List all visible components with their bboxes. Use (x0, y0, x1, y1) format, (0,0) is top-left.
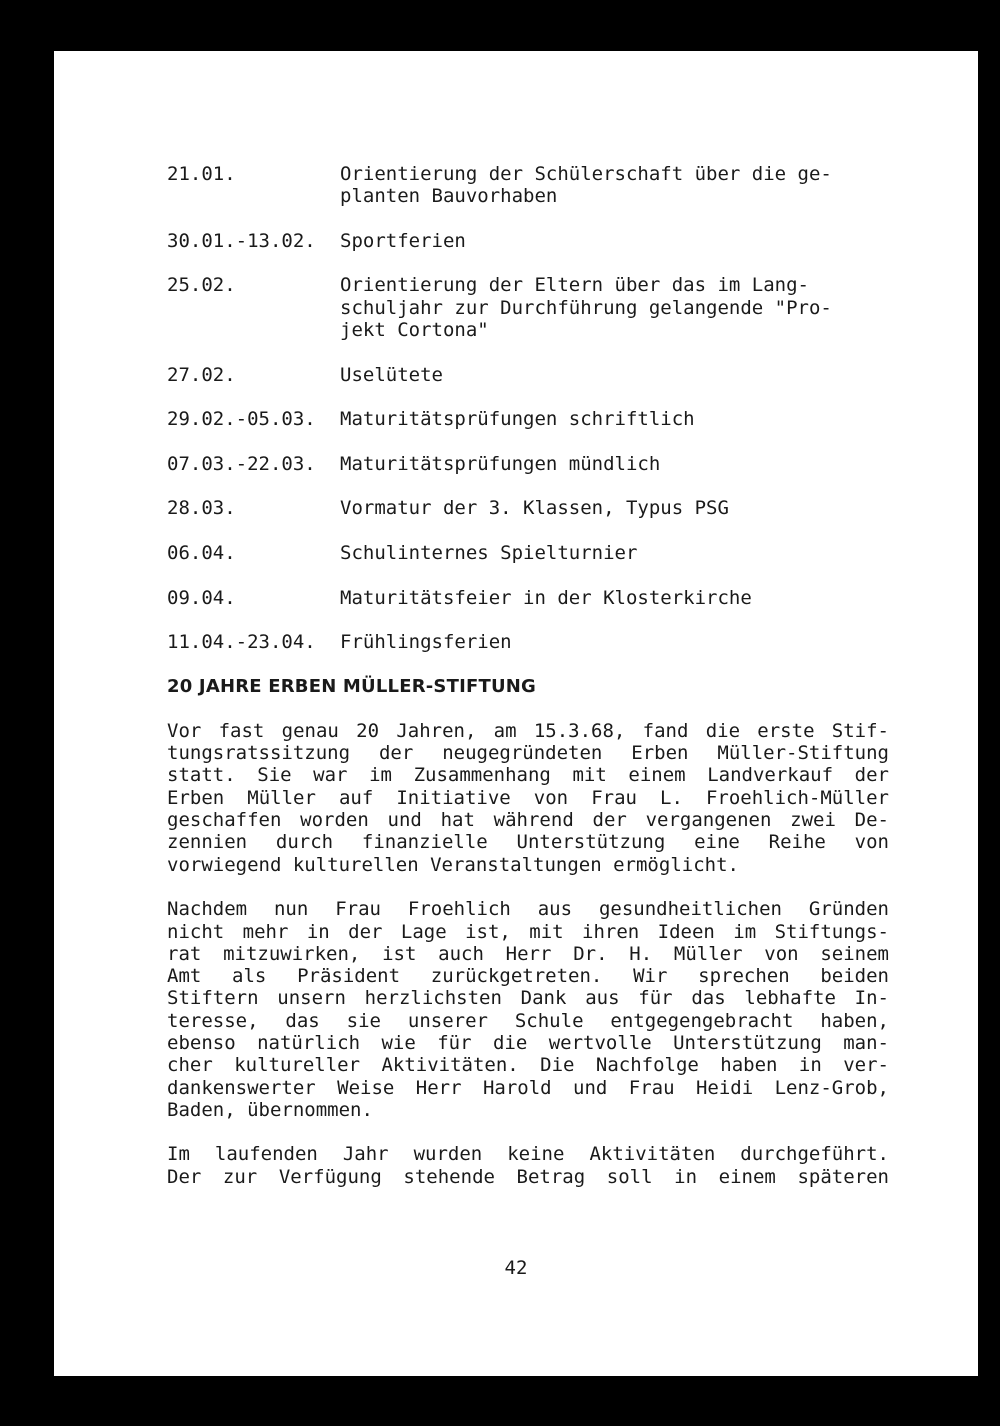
schedule-date: 07.03.-22.03. (167, 452, 316, 475)
schedule-text: Uselütete (340, 363, 443, 386)
paragraph-line: Nachdem nun Frau Froehlich aus gesundheitlichen Gründen (167, 898, 889, 921)
schedule-row (167, 587, 889, 609)
paragraph-line: Baden, übernommen. (167, 1098, 373, 1121)
schedule-text: Orientierung der Schülerschaft über die ge- planten Bauvorhaben (340, 163, 832, 208)
schedule-date: 27.02. (167, 363, 236, 386)
schedule-text: Maturitätsprüfungen schriftlich (340, 408, 695, 431)
paragraph (167, 720, 889, 876)
document-page (54, 51, 978, 1376)
section-heading: 20 JAHRE ERBEN MÜLLER-STIFTUNG (167, 675, 536, 697)
paragraph-line: statt. Sie war im Zusammenhang mit einem Landverkauf der (167, 764, 889, 787)
paragraph-line: zennien durch finanzielle Unterstützung eine Reihe von (167, 831, 889, 854)
schedule-text: Frühlingsferien (340, 631, 512, 654)
schedule-date: 09.04. (167, 586, 236, 609)
paragraph-line: dankenswerter Weise Herr Harold und Frau Heidi Lenz-Grob, (167, 1076, 889, 1099)
schedule-row (167, 408, 889, 430)
paragraph-line: nicht mehr in der Lage ist, mit ihren Ideen im Stiftungs- (167, 920, 889, 943)
page-number: 42 (504, 1257, 528, 1279)
schedule-date: 06.04. (167, 542, 236, 565)
paragraph-line: Vor fast genau 20 Jahren, am 15.3.68, fand die erste Stif- (167, 719, 889, 742)
paragraph-line: teresse, das sie unserer Schule entgegengebracht haben, (167, 1009, 889, 1032)
paragraph-line: vorwiegend kulturellen Veranstaltungen ermöglicht. (167, 853, 739, 876)
schedule-date: 29.02.-05.03. (167, 408, 316, 431)
schedule-row (167, 497, 889, 519)
schedule-row (167, 542, 889, 564)
schedule-row (167, 230, 889, 252)
paragraph-line: Der zur Verfügung stehende Betrag soll in einem späteren (167, 1165, 889, 1188)
paragraph-line: cher kultureller Aktivitäten. Die Nachfolge haben in ver- (167, 1054, 889, 1077)
paragraph-line: Im laufenden Jahr wurden keine Aktivitäten durchgeführt. (167, 1143, 889, 1166)
schedule-text: Maturitätsfeier in der Klosterkirche (340, 586, 752, 609)
paragraph-line: Amt als Präsident zurückgetreten. Wir sprechen beiden (167, 965, 889, 988)
paragraph-line: ebenso natürlich wie für die wertvolle Unterstützung man- (167, 1031, 889, 1054)
schedule-row (167, 364, 889, 386)
schedule-row (167, 453, 889, 475)
schedule-date: 28.03. (167, 497, 236, 520)
paragraph (167, 1143, 889, 1188)
paragraph-line: Erben Müller auf Initiative von Frau L. Froehlich-Müller (167, 786, 889, 809)
paragraph-line: tungsratssitzung der neugegründeten Erben Müller-Stiftung (167, 742, 889, 765)
schedule-date: 30.01.-13.02. (167, 229, 316, 252)
schedule-list (167, 163, 889, 654)
schedule-date: 11.04.-23.04. (167, 631, 316, 654)
schedule-text: Sportferien (340, 229, 466, 252)
paragraph-line: Stiftern unsern herzlichsten Dank aus für das lebhafte In- (167, 987, 889, 1010)
paragraph-line: geschaffen worden und hat während der vergangenen zwei De- (167, 809, 889, 832)
schedule-date: 25.02. (167, 274, 236, 297)
schedule-row (167, 274, 889, 341)
schedule-text: Schulinternes Spielturnier (340, 542, 638, 565)
schedule-row (167, 631, 889, 653)
schedule-text: Maturitätsprüfungen mündlich (340, 452, 661, 475)
paragraph-line: rat mitzuwirken, ist auch Herr Dr. H. Müller von seinem (167, 942, 889, 965)
schedule-row (167, 163, 889, 208)
paragraph (167, 898, 889, 1121)
schedule-date: 21.01. (167, 163, 236, 185)
schedule-text: Orientierung der Eltern über das im Lang- schuljahr zur Durchführung gelangende "Pro- jekt Cortona" (340, 274, 832, 342)
page-content (167, 163, 889, 1210)
schedule-text: Vormatur der 3. Klassen, Typus PSG (340, 497, 729, 520)
